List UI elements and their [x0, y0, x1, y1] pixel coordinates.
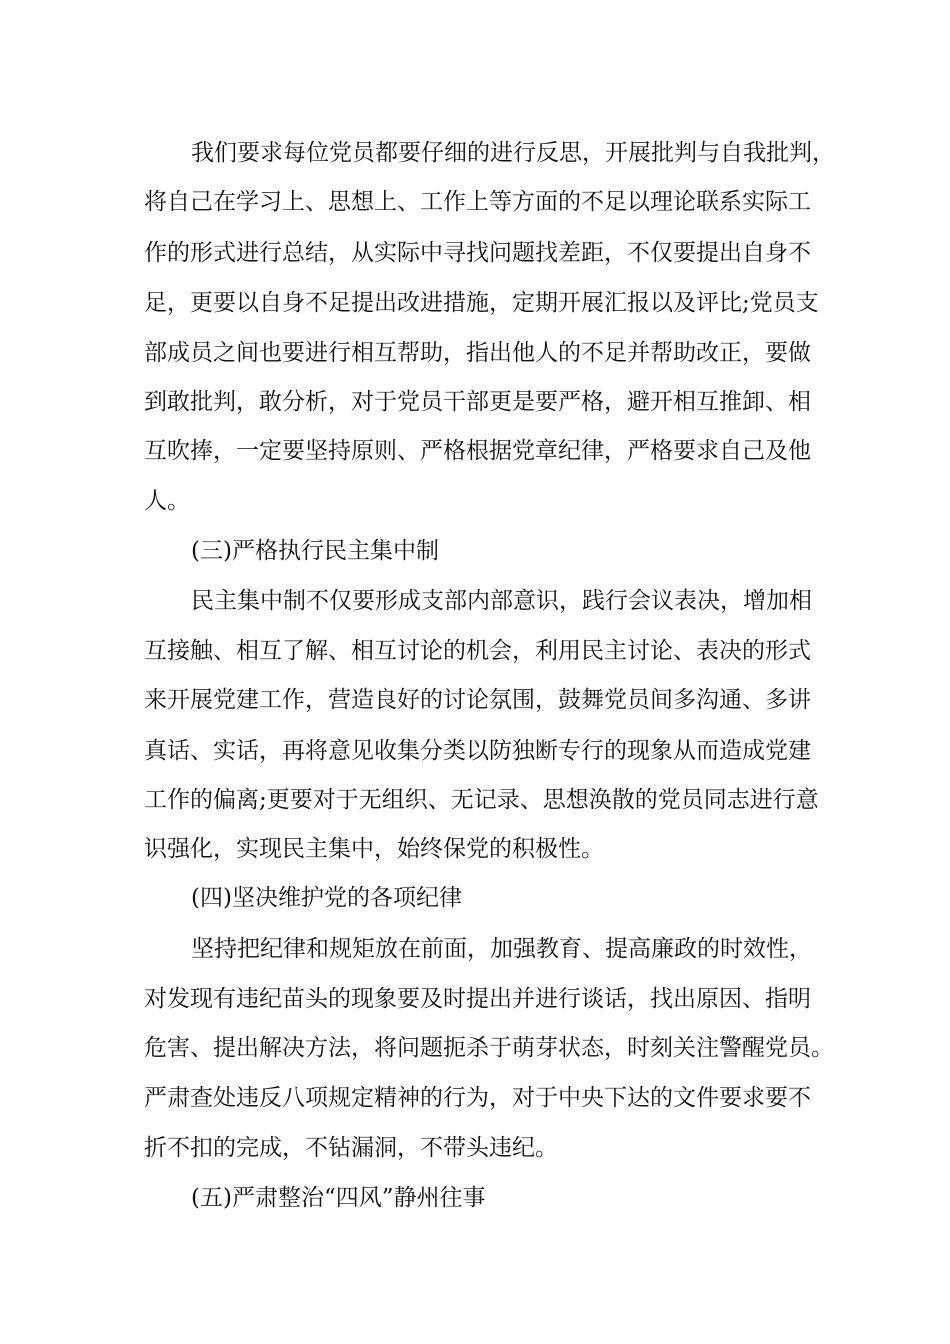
body-text-line: 识强化，实现民主集中，始终保党的积极性。	[144, 836, 604, 862]
body-text-line: 坚持把纪律和规矩放在前面，加强教育、提高廉政的时效性，	[191, 936, 812, 962]
section-heading: (五)严肃整治“四风”静州往事	[191, 1185, 486, 1211]
body-text-line: 危害、提出解决方法，将问题扼杀于萌芽状态，时刻关注警醒党员。	[144, 1035, 834, 1061]
body-text-line: 互吹捧，一定要坚持原则、严格根据党章纪律，严格要求自己及他	[144, 438, 811, 464]
body-text-line: 真话、实话，再将意见收集分类以防独断专行的现象从而造成党建	[144, 738, 811, 764]
body-text-line: 严肃查处违反八项规定精神的行为，对于中央下达的文件要求要不	[144, 1085, 811, 1111]
body-text-line: 折不扣的完成，不钻漏洞，不带头违纪。	[144, 1135, 558, 1161]
body-text-line: 将自己在学习上、思想上、工作上等方面的不足以理论联系实际工	[144, 189, 811, 215]
body-text-line: 互接触、相互了解、相互讨论的机会，利用民主讨论、表决的形式	[144, 638, 811, 664]
body-text-line: 来开展党建工作，营造良好的讨论氛围，鼓舞党员间多沟通、多讲	[144, 687, 811, 713]
body-text-line: 部成员之间也要进行相互帮助，指出他人的不足并帮助改正，要做	[144, 340, 811, 366]
body-text-line: 对发现有违纪苗头的现象要及时提出并进行谈话，找出原因、指明	[144, 986, 811, 1012]
section-heading: (三)严格执行民主集中制	[191, 538, 439, 564]
body-text-line: 人。	[144, 488, 190, 514]
body-text-line: 作的形式进行总结，从实际中寻找问题找差距，不仅要提出自身不	[144, 240, 811, 266]
section-heading: (四)坚决维护党的各项纪律	[191, 885, 462, 911]
body-text-line: 我们要求每位党员都要仔细的进行反思，开展批判与自我批判，	[191, 140, 835, 166]
body-text-line: 工作的偏离;更要对于无组织、无记录、思想涣散的党员同志进行意	[144, 787, 819, 813]
body-text-line: 民主集中制不仅要形成支部内部意识，践行会议表决，增加相	[191, 588, 812, 614]
body-text-line: 到敢批判，敢分析，对于党员干部更是要严格，避开相互推卸、相	[144, 389, 811, 415]
body-text-line: 足，更要以自身不足提出改进措施，定期开展汇报以及评比;党员支	[144, 290, 819, 316]
